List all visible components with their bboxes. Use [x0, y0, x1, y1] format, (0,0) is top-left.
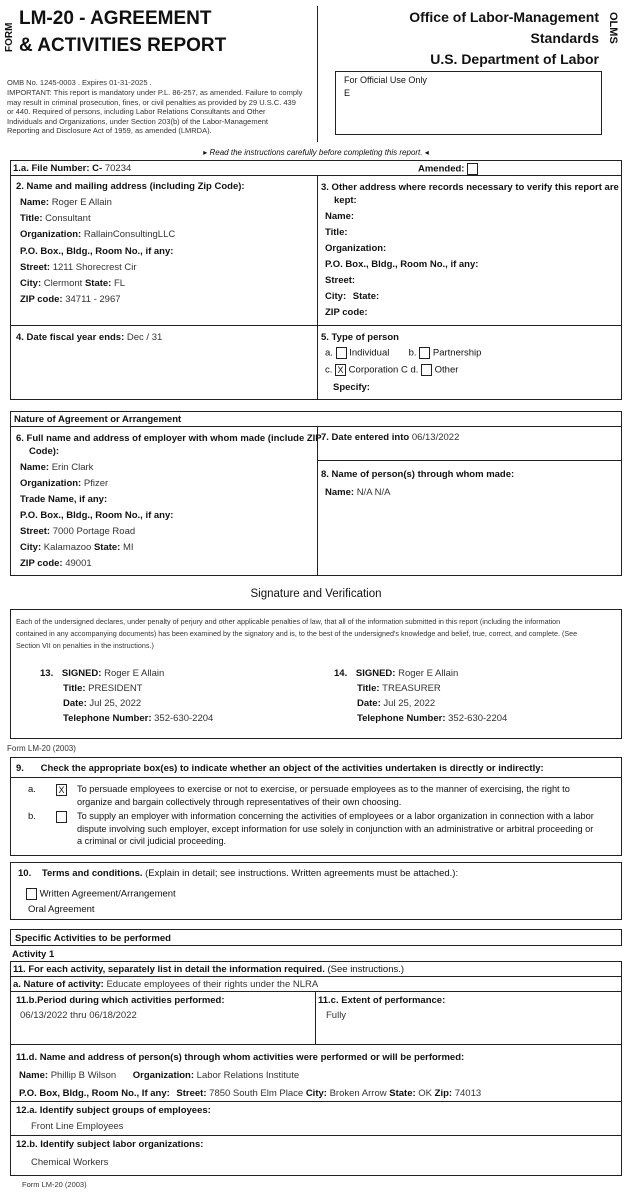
item5-row-cd: c. X Corporation C d. Other — [325, 364, 459, 376]
item3-city-state: City: State: — [325, 291, 380, 302]
item2-street: Street: 1211 Shorecrest Cir — [20, 262, 137, 273]
divider — [10, 1101, 622, 1102]
item3-zip: ZIP code: — [325, 307, 368, 318]
amended-field: Amended: — [418, 163, 478, 175]
item4-fiscal-year: 4. Date fiscal year ends: Dec / 31 — [16, 332, 163, 343]
item9-b-text: To supply an employer with information concerning the activities of employees or a labor organization in connection with a labor dispute involving such employer, except information for use solely in conjunction with an administrative or arbitral proceeding or a criminal or civil judicial proceeding. — [77, 811, 594, 846]
divider — [10, 1135, 622, 1136]
activity-label: Activity 1 — [12, 949, 55, 960]
amended-checkbox[interactable] — [467, 163, 478, 175]
file-number: 1.a. File Number: C- 70234 — [13, 163, 132, 174]
divider — [10, 426, 622, 427]
arrow-left-icon: ◂ — [424, 148, 429, 157]
item10-written: Written Agreement/Arrangement — [26, 888, 176, 900]
item9-heading: 9. Check the appropriate box(es) to indicate whether an object of the activities undertaken is directly or indirectly: — [16, 763, 544, 774]
item3-org: Organization: — [325, 243, 387, 254]
item3-name: Name: — [325, 211, 355, 222]
item11b-label: 11.b.Period during which activities performed: — [16, 995, 225, 1006]
nature-heading: Nature of Agreement or Arrangement — [14, 414, 182, 425]
item5-row-ab: a. Individual b. Partnership — [325, 347, 482, 359]
form-footer-2: Form LM-20 (2003) — [22, 1180, 87, 1189]
header-divider — [317, 6, 318, 142]
office-line2: Standards — [530, 30, 599, 46]
item5-specify: Specify: — [333, 382, 370, 393]
item12b-value: Chemical Workers — [31, 1157, 109, 1168]
item6-name: Name: Erin Clark — [20, 462, 94, 473]
item6-heading: 6. Full name and address of employer with whom made (include ZIP Code): — [16, 433, 322, 457]
other-checkbox[interactable] — [421, 364, 432, 376]
persuade-checkbox[interactable]: X — [56, 784, 67, 796]
item2-title: Title: Consultant — [20, 213, 91, 224]
item9-b: b. — [28, 811, 36, 822]
item11c-value: Fully — [326, 1010, 347, 1021]
form-title-line2: & ACTIVITIES REPORT — [19, 35, 227, 56]
instructions-note: ▸ Read the instructions carefully before completing this report. ◂ — [203, 148, 429, 157]
important-notice: IMPORTANT: This report is mandatory under P.L. 86-257, as amended. Failure to comply may result in criminal prosecution, fines, or civil penalties as provided by 29 U.S.C. 439 or 440. Required of persons, including Labor Relations Consultants and Other Individuals and Organizations, under Section 203(b) of the Labor-Management Reporting and Disclosure Act of 1959, as amended (LMRDA). — [7, 88, 303, 135]
divider — [315, 991, 316, 1044]
divider — [10, 976, 622, 977]
signature-13: 13. SIGNED: Roger E Allain Title: PRESIDENT Date: Jul 25, 2022 Telephone Number: 352-630-2204 — [40, 668, 214, 724]
signature-14: 14. SIGNED: Roger E Allain Title: TREASURER Date: Jul 25, 2022 Telephone Number: 352-630-2204 — [334, 668, 508, 724]
item3-po: P.O. Box., Bldg., Room No., if any: — [325, 259, 479, 270]
item10-heading: 10. Terms and conditions. (Explain in detail; see instructions. Written agreements must be attached.): — [18, 868, 459, 879]
item11-heading: 11. For each activity, separately list in detail the information required. (See instructions.) — [13, 964, 405, 975]
item3-street: Street: — [325, 275, 356, 286]
divider — [10, 1044, 622, 1045]
declaration-text: Each of the undersigned declares, under penalty of perjury and other applicable penalties of law, that all of the information submitted in this report (including the information contained in any accompanying documents) has been examined by the signatory and is, to the best of the undersigned's knowledge and belief, true, correct, and complete. (See Section VII on penalties in the instructions.) — [16, 617, 578, 650]
written-agreement-checkbox[interactable] — [26, 888, 37, 900]
signature-heading: Signature and Verification — [250, 588, 382, 600]
divider — [10, 777, 622, 778]
item9-b-checkbox-wrap — [56, 811, 67, 823]
item6-city-state: City: Kalamazoo State: MI — [20, 542, 134, 553]
item9-a: a. — [28, 784, 36, 795]
item11d-label: 11.d. Name and address of person(s) through whom activities were performed or will be performed: — [16, 1052, 465, 1063]
item12a-label: 12.a. Identify subject groups of employees: — [16, 1105, 211, 1116]
item8-heading: 8. Name of person(s) through whom made: — [321, 469, 515, 480]
supply-info-checkbox[interactable] — [56, 811, 67, 823]
item6-street: Street: 7000 Portage Road — [20, 526, 136, 537]
arrow-right-icon: ▸ — [203, 148, 208, 157]
item8-name: Name: N/A N/A — [325, 487, 391, 498]
item6-trade: Trade Name, if any: — [20, 494, 108, 505]
divider — [317, 460, 622, 461]
file-number-value: 70234 — [104, 163, 132, 174]
item6-org: Organization: Pfizer — [20, 478, 109, 489]
item7-date-entered: 7. Date entered into 06/13/2022 — [321, 432, 460, 443]
item2-name: Name: Roger E Allain — [20, 197, 112, 208]
partnership-checkbox[interactable] — [419, 347, 430, 359]
form-title-line1: LM-20 - AGREEMENT — [19, 8, 212, 29]
item11a: a. Nature of activity: Educate employees of their rights under the NLRA — [13, 979, 319, 990]
specific-heading: Specific Activities to be performed — [15, 933, 171, 944]
individual-checkbox[interactable] — [336, 347, 347, 359]
item3-heading: 3. Other address where records necessary to verify this report are kept: — [321, 182, 619, 206]
form-vertical-label: FORM — [4, 22, 15, 52]
office-line3: U.S. Department of Labor — [430, 51, 599, 67]
item2-po: P.O. Box., Bldg., Room No., if any: — [20, 246, 174, 257]
divider — [10, 325, 622, 326]
item11c-label: 11.c. Extent of performance: — [318, 995, 446, 1006]
divider — [10, 991, 622, 992]
item10-oral: Oral Agreement — [28, 904, 95, 915]
item6-zip: ZIP code: 49001 — [20, 558, 92, 569]
item12a-value: Front Line Employees — [31, 1121, 124, 1132]
official-use-label: For Official Use Only — [344, 75, 427, 85]
omb-number: OMB No. 1245-0003 . Expires 01-31-2025 . — [7, 78, 152, 87]
item2-city-state: City: Clermont State: FL — [20, 278, 126, 289]
item11d-address: P.O. Box, Bldg., Room No., If any: Street: 7850 South Elm Place City: Broken Arrow State: OK Zip: 74013 — [19, 1088, 482, 1099]
item2-zip: ZIP code: 34711 - 2967 — [20, 294, 121, 305]
item2-org: Organization: RallainConsultingLLC — [20, 229, 176, 240]
form-footer-1: Form LM-20 (2003) — [7, 744, 76, 753]
item2-heading: 2. Name and mailing address (including Zip Code): — [16, 181, 245, 192]
official-use-value: E — [344, 88, 351, 98]
official-use-box — [335, 71, 602, 135]
item11d-name-org: Name: Phillip B Wilson Organization: Labor Relations Institute — [19, 1070, 300, 1081]
divider — [10, 175, 622, 176]
olms-vertical-label: OLMS — [607, 12, 619, 44]
item9-a-text: To persuade employees to exercise or not to exercise, or persuade employees as to the manner of exercising, the right to organize and bargain collectively through representatives of their own choosing. — [77, 784, 570, 807]
item12b-label: 12.b. Identify subject labor organizations: — [16, 1139, 204, 1150]
divider — [317, 175, 318, 400]
item9-a-checkbox-wrap — [56, 784, 67, 796]
corporation-checkbox[interactable]: X — [335, 364, 346, 376]
office-line1: Office of Labor-Management — [409, 9, 599, 25]
item11b-value: 06/13/2022 thru 06/18/2022 — [20, 1010, 137, 1021]
item6-po: P.O. Box., Bldg., Room No., if any: — [20, 510, 174, 521]
item3-title: Title: — [325, 227, 348, 238]
item5-heading: 5. Type of person — [321, 332, 399, 343]
